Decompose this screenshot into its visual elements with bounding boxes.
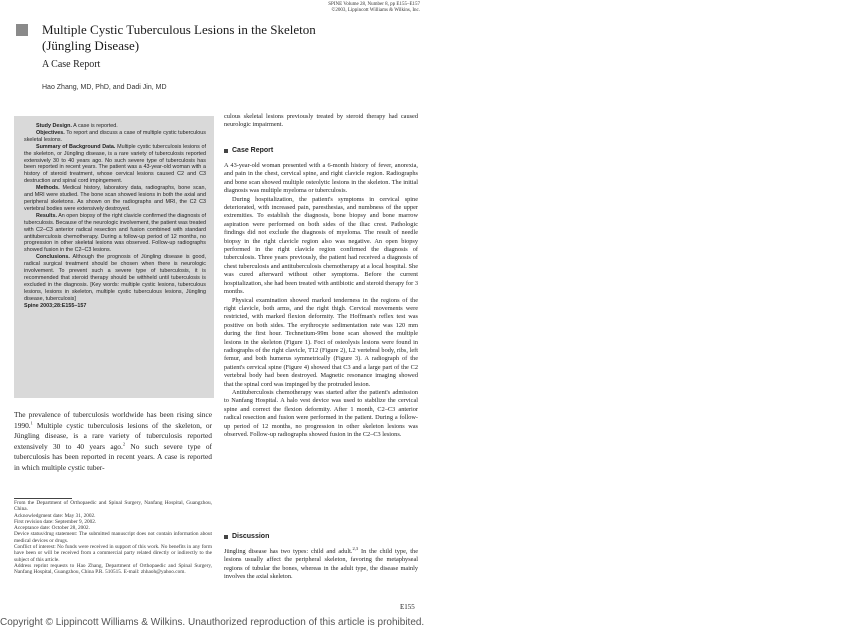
abstract-objectives: Objectives. To report and discuss a case of multiple cystic tuberculous skeletal lesions. <box>24 129 206 143</box>
footnote-device-statement: Device status/drug statement: The submitted manuscript does not contain information about medical devices or drugs. <box>14 531 212 544</box>
article-subtitle: A Case Report <box>42 59 101 70</box>
case-paragraph: A 43-year-old woman presented with a 6-month history of fever, anorexia, and pain in the chest, cervical spine, and right clavicle region. Radiographs and bone scan showed multiple osteolytic lesions in the skeleton. The initial diagnosis was multiple myeloma or tuberculosis. <box>224 162 418 195</box>
page-number: E155 <box>400 603 415 611</box>
heading-bullet <box>224 535 228 539</box>
footnote-acceptance: Acceptance date: October 28, 2002. <box>14 525 90 532</box>
abstract-results: Results. An open biopsy of the right clavicle confirmed the diagnosis of tuberculosis. Because of the neurologic involvement, the patient was treated with C2–C3 anterior radical resection and fusion combined with standard antituberculosis chemotherapy. During a follow-up period of 12 months, no progression in other skeletal lesions was observed. Follow-up radiographs showed fusion in the C2–C3 lesions. <box>24 212 206 254</box>
copyright-notice: Copyright © Lippincott Williams & Wilkins. Unauthorized reproduction of this article is prohibited. <box>0 617 425 628</box>
abstract-box <box>14 116 214 398</box>
case-report-heading: Case Report <box>224 147 273 154</box>
article-title-line2: (Jüngling Disease) <box>42 38 140 53</box>
case-paragraph: Antituberculosis chemotherapy was started after the patient's admission to Nanfang Hospital. A halo vest device was used to stabilize the cervical spine and correct the flexion deformity. After 1 month, C2–C3 anterior radical resection and fusion were performed in the patient. During a follow-up period of 12 months, no progression in other skeleton lesions was observed. Follow-up radiographs showed fusion in the C2–C3 lesions. <box>224 388 418 438</box>
continuation-text: culous skeletal lesions previously treated by steroid therapy had caused neurologic impairment. <box>224 113 418 129</box>
article-authors: Hao Zhang, MD, PhD, and Dadi Jin, MD <box>42 84 167 91</box>
journal-info <box>300 2 420 14</box>
abstract-citation: Spine 2003;28:E155–157 <box>24 302 87 309</box>
footnote-conflict: Conflict of interest: No funds were received in support of this work. No benefits in any form have been or will be received from a commercial party related directly or indirectly to the subject of this article. <box>14 544 212 563</box>
discussion-body: Jüngling disease has two types: child and adult.$^{2,3}$ In the child type, the lesions usually affect the peripheral skeleton, favoring the metaphyseal regions of tubular the bones, whereas in the adult type, the disease mainly involves the axial skeleton. <box>224 545 418 581</box>
footnote-affiliation: From the Department of Orthopaedic and Spinal Surgery, Nanfang Hospital, Guangzhou, China. <box>14 500 212 513</box>
abstract-study-design: Study Design. A case is reported. <box>36 123 118 129</box>
case-paragraph: Physical examination showed marked tenderness in the regions of the right clavicle, both arms, and the right thigh. Cervical movements were restricted, with marked flexion deformity. The Hoffman's reflex test was positive on both sides. The erythrocyte sedimentation rate was 120 mm during the first hour. Technetium-99m bone scan showed the multiple lesions in the skeleton (Figure 1). Foci of osteolysis lesions were found in radiographs of the right clavicle, T12 (Figure 2), L2 vertebral body, ribs, left femur, and both humerus symmetrically (Figure 3). A radiograph of the patient's cervical spine (Figure 4) showed that C3 and a large part of the C2 vertebral body had been destroyed. Magnetic resonance imaging showed that the spinal cord was impinged by the protruded lesion. <box>224 296 418 388</box>
case-paragraph: During hospitalization, the patient's symptoms in cervical spine deteriorated, with increased pain, paresthesias, and numbness of the upper extremities. To establish the diagnosis, bone biopsy and bone marrow aspiration were performed on both sides of the iliac crest. Pathologic findings did not exclude the diagnosis of myeloma. The result of needle biopsy in the right clavicle region also was negative. An open biopsy performed in the right clavicle region confirmed the diagnosis of tuberculosis. Three years previously, the patient had received a diagnosis of chest tuberculosis and antituberculosis chemotherapy at a local hospital. She was cured afterward without other symptoms. Before the current hospitalization, she had been treated with antibiotic and steroid therapy for 3 months. <box>224 195 418 296</box>
abstract-summary: Summary of Background Data. Multiple cystic tuberculosis lesions of the skeleton, or Jüngling disease, is a rare variety of tuberculosis reported extensively 30 to 40 years ago. No such severe type of tuberculosis has been reported in recent years. The patient was a 43-year-old woman with a history of steroid treatment, whose cervical lesions caused C2 and C3 destruction and spinal cord impingement. <box>24 143 206 185</box>
article-title <box>42 22 316 54</box>
reference-superscript: 1 <box>30 420 33 426</box>
title-marker-square <box>16 24 28 36</box>
abstract-conclusions: Conclusions. Although the prognosis of Jüngling disease is good, radical surgical treatment should be chosen when there is neurologic involvement. To prevent such a severe type of tuberculosis, it is recommended that steroid therapy should be withheld until tuberculosis is excluded in the diagnosis. [Key words: multiple cystic lesions, tuberculous lesions, lesions in skeleton, multiple cystic tuberculous lesions, Jüngling disease, tuberculosis] <box>24 254 206 302</box>
journal-citation-line: SPINE Volume 28, Number 8, pp E155–E157 <box>328 2 420 7</box>
article-title-line1: Multiple Cystic Tuberculous Lesions in the Skeleton <box>42 22 316 37</box>
reference-superscript: 2 <box>122 441 126 447</box>
abstract-methods: Methods. Medical history, laboratory data, radiographs, bone scan, and MRI were studied. The bone scan showed lesions in both the axial and peripheral skeletons. As shown on the radiographs and MRI, the C2 C3 vertebral bodies were extensively destroyed. <box>24 185 206 212</box>
heading-bullet <box>224 149 228 153</box>
case-report-body <box>224 162 418 439</box>
footnote-address: Address reprint requests to Hao Zhang, Department of Orthopaedic and Spinal Surgery, Nanfang Hospital, Guangzhou, China P.R. 510515. E-mail: zhhaoh@yahoo.com. <box>14 562 212 576</box>
discussion-heading: Discussion <box>224 533 269 540</box>
journal-copyright-line: ©2003, Lippincott Williams & Wilkins, Inc. <box>331 8 420 13</box>
intro-paragraph: The prevalence of tuberculosis worldwide has been rising since 1990.$^1$ Multiple cystic tuberculosis lesions of the skeleton, or Jüngling disease, is a rare variety of tuberculosis reported extensively 30 to 40 years ago.$^2$ No such severe type of tuberculosis has been reported in recent years. A case is reported in which multiple cystic tuber- <box>14 410 212 472</box>
footnote-divider <box>14 498 72 499</box>
footnotes <box>14 500 212 576</box>
reference-superscript: 2,3 <box>352 545 359 551</box>
footnote-acknowledgment: Acknowledgment date: May 31, 2002. <box>14 512 96 519</box>
footnote-first-revision: First revision date: September 9, 2002. <box>14 518 97 525</box>
